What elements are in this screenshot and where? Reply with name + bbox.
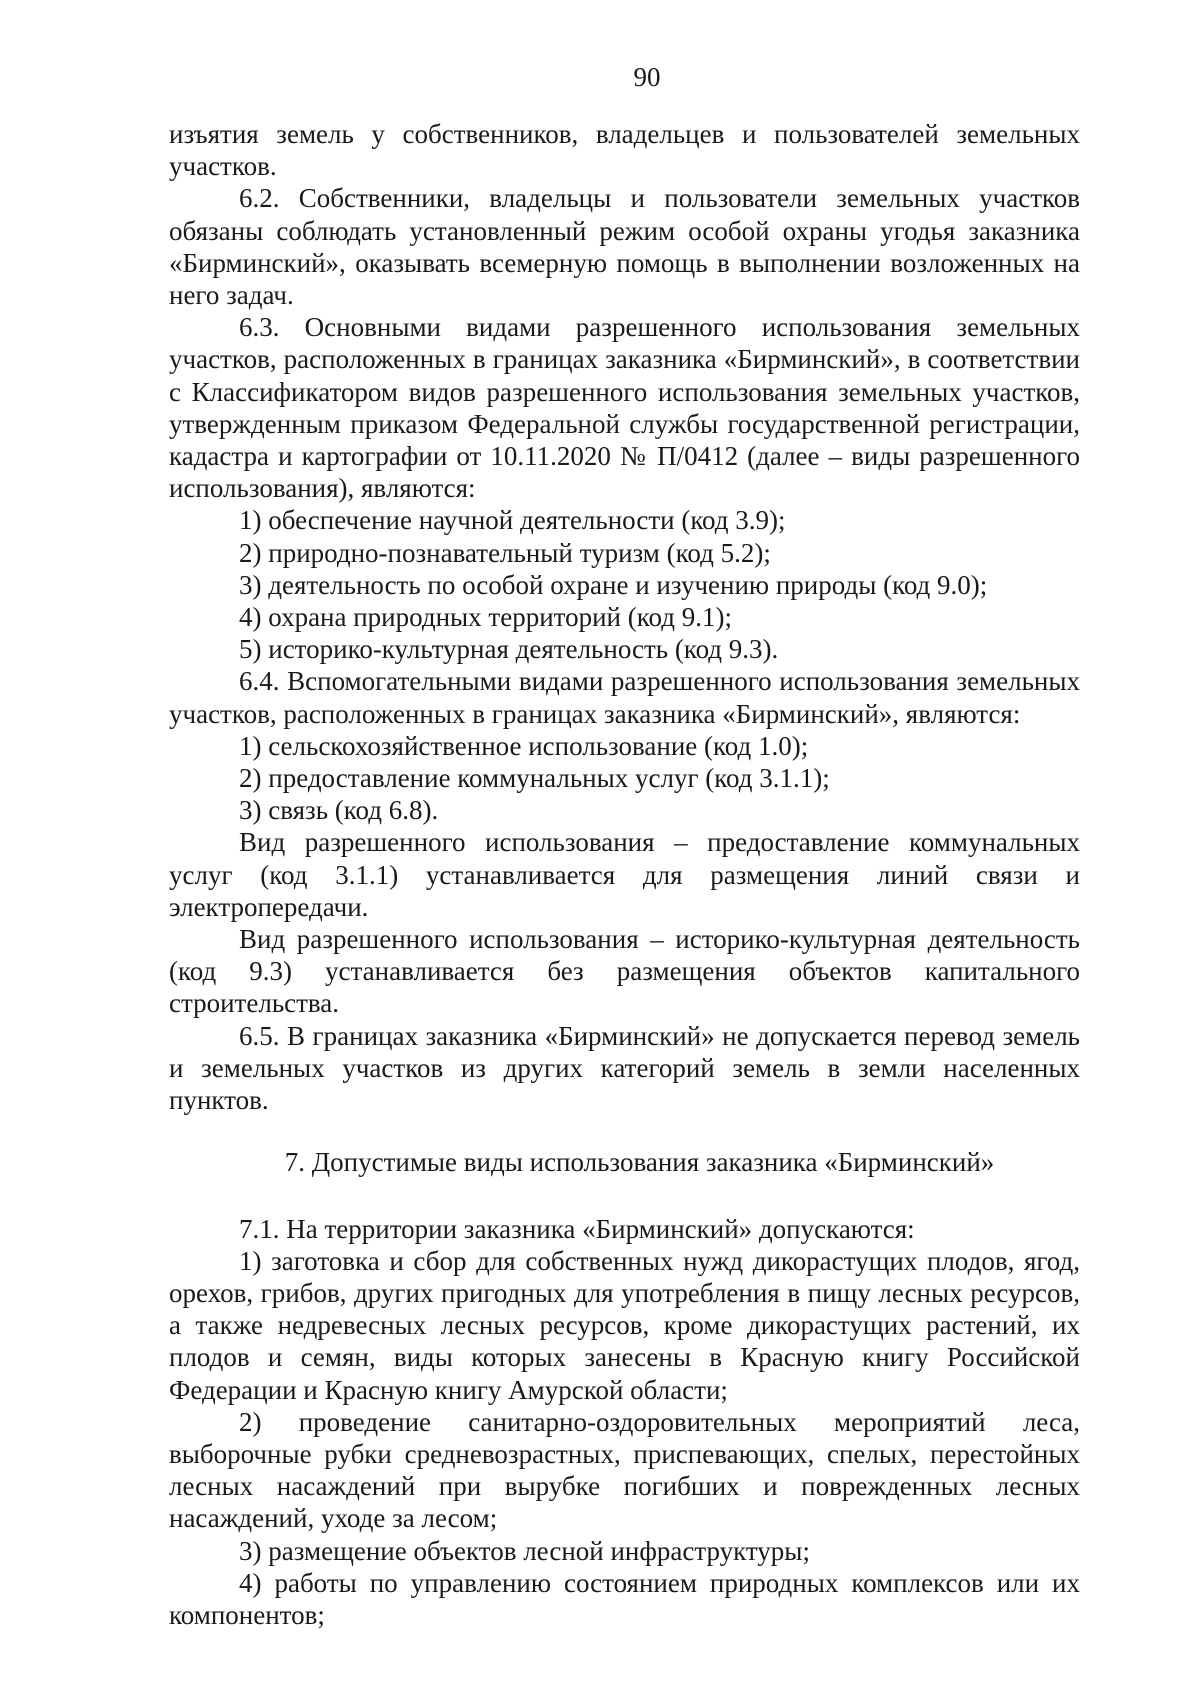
paragraph: 6.5. В границах заказника «Бирминский» не допускается перевод земель и земельных участков из других категорий земель в земли населенных пунктов.	[169, 1020, 1080, 1116]
section-heading: 7. Допустимые виды использования заказника «Бирминский»	[284, 1147, 995, 1178]
paragraph: Вид разрешенного использования – историко-культурная деятельность (код 9.3) устанавливается без размещения объектов капитального строительства.	[169, 924, 1080, 1019]
paragraph: 2) проведение санитарно-оздоровительных мероприятий леса, выборочные рубки средневозрастных, приспевающих, спелых, перестойных лесных насаждений при вырубке погибших и поврежденных лесных насаждений, уходе за лесом;	[169, 1406, 1080, 1534]
section-7	[169, 1213, 1080, 1632]
paragraph: 1) обеспечение научной деятельности (код 3.9);	[239, 505, 786, 536]
paragraph: 3) деятельность по особой охране и изучению природы (код 9.0);	[239, 569, 988, 600]
paragraph: 1) сельскохозяйственное использование (код 1.0);	[239, 730, 809, 761]
paragraph: 6.3. Основными видами разрешенного использования земельных участков, расположенных в границах заказника «Бирминский», в соответствии с Классификатором видов разрешенного использования земельных участков, утвержденным приказом Федеральной службы государственной регистрации, кадастра и картографии от 10.11.2020 № П/0412 (далее – виды разрешенного использования), являются:	[169, 312, 1080, 504]
paragraph: 4) работы по управлению состоянием природных комплексов или их компонентов;	[169, 1567, 1080, 1630]
paragraph: 5) историко-культурная деятельность (код 9.3).	[239, 634, 779, 665]
paragraph: 3) размещение объектов лесной инфраструктуры;	[239, 1535, 810, 1566]
paragraph: 2) предоставление коммунальных услуг (код 3.1.1);	[239, 763, 830, 794]
paragraph: Вид разрешенного использования – предоставление коммунальных услуг (код 3.1.1) устанавливается для размещения линий связи и электропередачи.	[169, 827, 1080, 922]
paragraph: 6.4. Вспомогательными видами разрешенного использования земельных участков, расположенных в границах заказника «Бирминский», являются:	[169, 666, 1080, 729]
document-body	[169, 118, 1080, 1631]
paragraph: изъятия земель у собственников, владельцев и пользователей земельных участков.	[169, 119, 1080, 182]
paragraph: 1) заготовка и сбор для собственных нужд дикорастущих плодов, ягод, орехов, грибов, других пригодных для употребления в пищу лесных ресурсов, а также недревесных лесных ресурсов, кроме дикорастущих растений, их плодов и семян, виды которых занесены в Красную книгу Российской Федерации и Красную книгу Амурской области;	[169, 1245, 1080, 1405]
page-number: 90	[633, 62, 661, 92]
paragraph: 4) охрана природных территорий (код 9.1);	[239, 602, 732, 633]
paragraph: 7.1. На территории заказника «Бирминский» допускаются:	[239, 1213, 915, 1244]
section-6	[169, 118, 1080, 1116]
paragraph: 3) связь (код 6.8).	[239, 795, 439, 826]
paragraph: 2) природно-познавательный туризм (код 5.2);	[239, 537, 771, 568]
paragraph: 6.2. Собственники, владельцы и пользователи земельных участков обязаны соблюдать установленный режим особой охраны угодья заказника «Бирминский», оказывать всемерную помощь в выполнении возложенных на него задач.	[169, 183, 1080, 311]
